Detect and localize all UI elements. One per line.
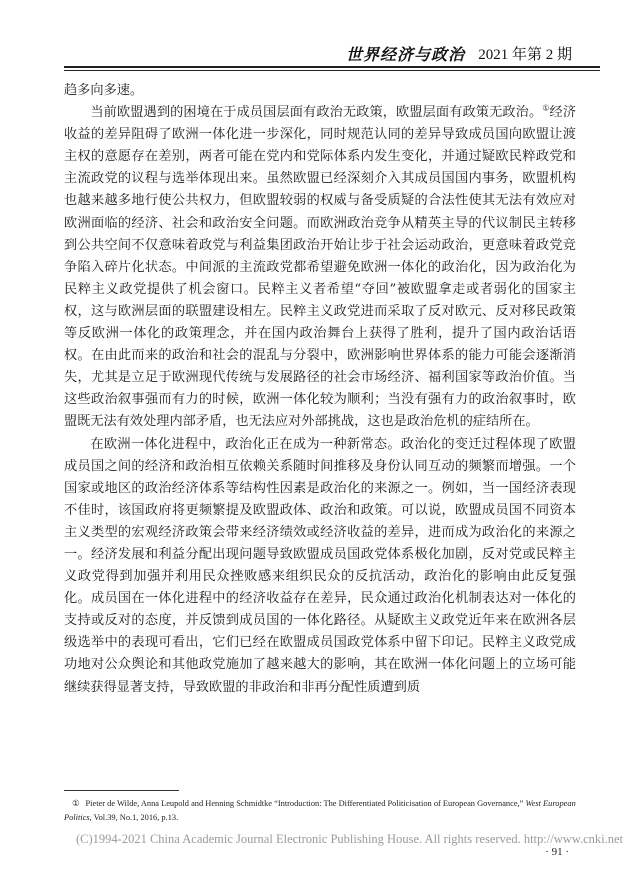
footnote-text-a: Pieter de Wilde, Anna Leupold and Henning Schmidtke “Introduction: The Differentiated Politicisation of European Governance,” bbox=[85, 799, 524, 808]
header-rule-thick bbox=[64, 66, 600, 68]
paragraph-2-lead-text: 当前欧盟遇到的困境在于成员国层面有政治无政策，欧盟层面有政策无政治。 bbox=[90, 105, 543, 121]
copyright-watermark: (C)1994-2021 China Academic Journal Electronic Publishing House. All rights reserved. http://www.cnki.net bbox=[76, 832, 624, 846]
footnote-reference[interactable]: ① bbox=[542, 103, 550, 113]
paragraph-2-lead bbox=[64, 102, 576, 433]
journal-title: 世界经济与政治 bbox=[345, 45, 465, 64]
header-rule-thin bbox=[64, 70, 600, 71]
page-number: · 91 · bbox=[545, 846, 569, 858]
footnote-rule bbox=[64, 790, 179, 791]
footnote-marker: ① bbox=[72, 799, 80, 808]
article-body bbox=[64, 80, 576, 699]
paragraph-3: 在欧洲一体化进程中，政治化正在成为一种新常态。政治化的变迁过程体现了欧盟成员国之间的经济和政治相互依赖关系随时间推移及身份认同互动的频繁而增强。一个国家或地区的政治经济体系等结构性因素是政治化的来源之一。例如，当一国经济表现不佳时，该国政府将更频繁提及欧盟政体、政治和政策。可以说，欧盟成员国不同资本主义类型的宏观经济政策会带来经济绩效或经济收益的差异，进而成为政治化的来源之一。经济发展和利益分配出现问题导致欧盟成员国政党体系极化加剧，反对党或民粹主义政党得到加强并利用民众挫败感来组织民众的反抗活动，政治化的影响由此反复强化。成员国在一体化进程中的经济收益存在差异，民众通过政治化机制表达对一体化的支持或反对的态度，并反馈到成员国的一体化路径。从疑欧主义政党近年来在欧洲各层级选举中的表现可看出，它们已经在欧盟成员国政党体系中留下印记。民粹主义政党成功地对公众舆论和其他政党施加了越来越大的影响，其在欧洲一体化问题上的立场可能继续获得显著支持，导致欧盟的非政治和非再分配性质遭到质 bbox=[64, 436, 576, 695]
footnote-journal: West European Politics bbox=[64, 799, 576, 822]
footnote-text-b: , Vol.39, No.1, 2016, p.13. bbox=[89, 813, 179, 822]
paragraph-2-body: 经济收益的差异阻碍了欧洲一体化进一步深化，同时规范认同的差异导致成员国向欧盟让渡主权的意愿存在差别，两者可能在党内和党际体系内发生变化，并通过疑欧民粹政党和主流政党的议程与选举体现出来。虽然欧盟已经深刻介入其成员国国内事务，欧盟机构也越来越多地行使公共权力，但欧盟较弱的权威与备受质疑的合法性使其无法有效应对欧洲面临的经济、社会和政治安全问题。而欧洲政治竞争从精英主导的代议制民主转移到公共空间不仅意味着政党与利益集团政治开始让步于社会运动政治，更意味着政党竞争陷入碎片化状态。中间派的主流政党都希望避免欧洲一体化的政治化，因为政治化为民粹主义政党提供了机会窗口。民粹主义者希望“夺回”被欧盟拿走或者弱化的国家主权，这与欧洲层面的联盟建设相左。民粹主义政党进而采取了反对欧元、反对移民政策等反欧洲一体化的政策理念，并在国内政治舞台上获得了胜利，提升了国内政治话语权。在由此而来的政治和社会的混乱与分裂中，欧洲影响世界体系的能力可能会逐渐消失，尤其是立足于欧洲现代传统与发展路径的社会市场经济、福利国家等政治价值。当这些政治叙事强而有力的时候，欧洲一体化较为顺利；当没有强有力的政治叙事时，欧盟既无法有效处理内部矛盾，也无法应对外部挑战，这也是政治危机的症结所在。 bbox=[64, 105, 577, 430]
paragraph-continued: 趋多向多速。 bbox=[64, 83, 144, 98]
issue-label: 2021 年第 2 期 bbox=[478, 47, 572, 63]
footnote bbox=[64, 797, 584, 825]
running-header bbox=[0, 38, 600, 68]
